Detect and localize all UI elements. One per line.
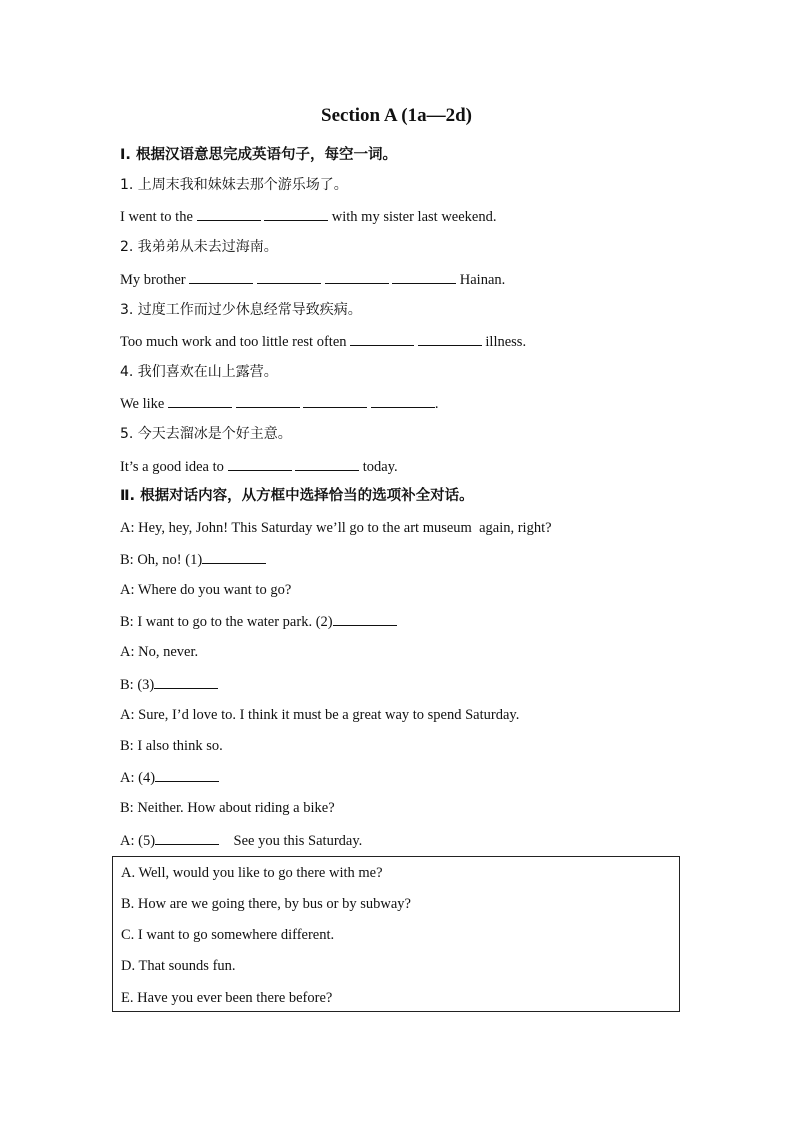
answer-blank[interactable] bbox=[303, 393, 367, 408]
item4-text-before: We like bbox=[120, 396, 165, 412]
answer-blank[interactable] bbox=[228, 456, 292, 471]
dialogue-text: B: Oh, no! (1) bbox=[120, 552, 203, 568]
answer-blank[interactable] bbox=[371, 393, 435, 408]
item3-english bbox=[120, 331, 526, 352]
answer-blank-4[interactable] bbox=[155, 767, 219, 782]
answer-blank[interactable] bbox=[392, 269, 456, 284]
answer-blank[interactable] bbox=[264, 206, 328, 221]
item2-english bbox=[120, 269, 505, 290]
answer-blank[interactable] bbox=[168, 393, 232, 408]
section-title: Section A (1a—2d) bbox=[321, 105, 472, 126]
item3-text-before: Too much work and too little rest often bbox=[120, 334, 347, 350]
dialogue-line: A: Sure, I’d love to. I think it must be a great way to spend Saturday. bbox=[120, 707, 520, 723]
option-e: E. Have you ever been there before? bbox=[121, 990, 333, 1006]
item3-chinese: 3. 过度工作而过少休息经常导致疾病。 bbox=[120, 302, 362, 318]
item5-text-after: today. bbox=[362, 459, 398, 475]
dialogue-text: A: (4) bbox=[120, 770, 156, 786]
answer-blank[interactable] bbox=[189, 269, 253, 284]
item2-chinese: 2. 我弟弟从未去过海南。 bbox=[120, 239, 278, 255]
item4-english bbox=[120, 393, 438, 414]
item5-text-before: It’s a good idea to bbox=[120, 459, 224, 475]
answer-blank[interactable] bbox=[257, 269, 321, 284]
answer-blank-5[interactable] bbox=[155, 830, 219, 845]
item3-text-after: illness. bbox=[485, 334, 527, 350]
dialogue-text: B: I want to go to the water park. (2) bbox=[120, 614, 333, 630]
item1-english bbox=[120, 206, 496, 227]
item4-chinese: 4. 我们喜欢在山上露营。 bbox=[120, 364, 278, 380]
options-box bbox=[112, 856, 680, 1012]
answer-blank[interactable] bbox=[325, 269, 389, 284]
dialogue-line: A: Where do you want to go? bbox=[120, 582, 292, 598]
dialogue-text: B: (3) bbox=[120, 677, 155, 693]
answer-blank[interactable] bbox=[418, 331, 482, 346]
dialogue-line bbox=[120, 830, 362, 851]
item1-chinese: 1. 上周末我和妹妹去那个游乐场了。 bbox=[120, 177, 348, 193]
part1-heading: Ⅰ. 根据汉语意思完成英语句子，每空一词。 bbox=[120, 147, 397, 163]
answer-blank[interactable] bbox=[295, 456, 359, 471]
answer-blank[interactable] bbox=[350, 331, 414, 346]
item5-english bbox=[120, 456, 398, 477]
answer-blank[interactable] bbox=[236, 393, 300, 408]
dialogue-line bbox=[120, 611, 397, 632]
item2-text-before: My brother bbox=[120, 272, 186, 288]
item4-text-after: . bbox=[434, 396, 439, 412]
item1-text-after: with my sister last weekend. bbox=[331, 209, 497, 225]
part2-heading: Ⅱ. 根据对话内容，从方框中选择恰当的选项补全对话。 bbox=[120, 488, 474, 504]
item5-chinese: 5. 今天去溜冰是个好主意。 bbox=[120, 426, 292, 442]
option-a: A. Well, would you like to go there with me? bbox=[121, 865, 383, 881]
option-c: C. I want to go somewhere different. bbox=[121, 927, 335, 943]
dialogue-line bbox=[120, 674, 218, 695]
option-b: B. How are we going there, by bus or by subway? bbox=[121, 896, 411, 912]
dialogue-text-tail: See you this Saturday. bbox=[233, 833, 363, 849]
dialogue-line bbox=[120, 549, 266, 570]
dialogue-line: B: I also think so. bbox=[120, 738, 223, 754]
answer-blank-1[interactable] bbox=[202, 549, 266, 564]
dialogue-line: B: Neither. How about riding a bike? bbox=[120, 800, 335, 816]
answer-blank-3[interactable] bbox=[154, 674, 218, 689]
dialogue-line bbox=[120, 767, 219, 788]
answer-blank[interactable] bbox=[197, 206, 261, 221]
item1-text-before: I went to the bbox=[120, 209, 193, 225]
item2-text-after: Hainan. bbox=[459, 272, 506, 288]
option-d: D. That sounds fun. bbox=[121, 958, 236, 974]
dialogue-line: A: Hey, hey, John! This Saturday we’ll go to the art museum again, right? bbox=[120, 520, 552, 536]
dialogue-line: A: No, never. bbox=[120, 644, 199, 660]
answer-blank-2[interactable] bbox=[333, 611, 397, 626]
dialogue-text: A: (5) bbox=[120, 833, 156, 849]
